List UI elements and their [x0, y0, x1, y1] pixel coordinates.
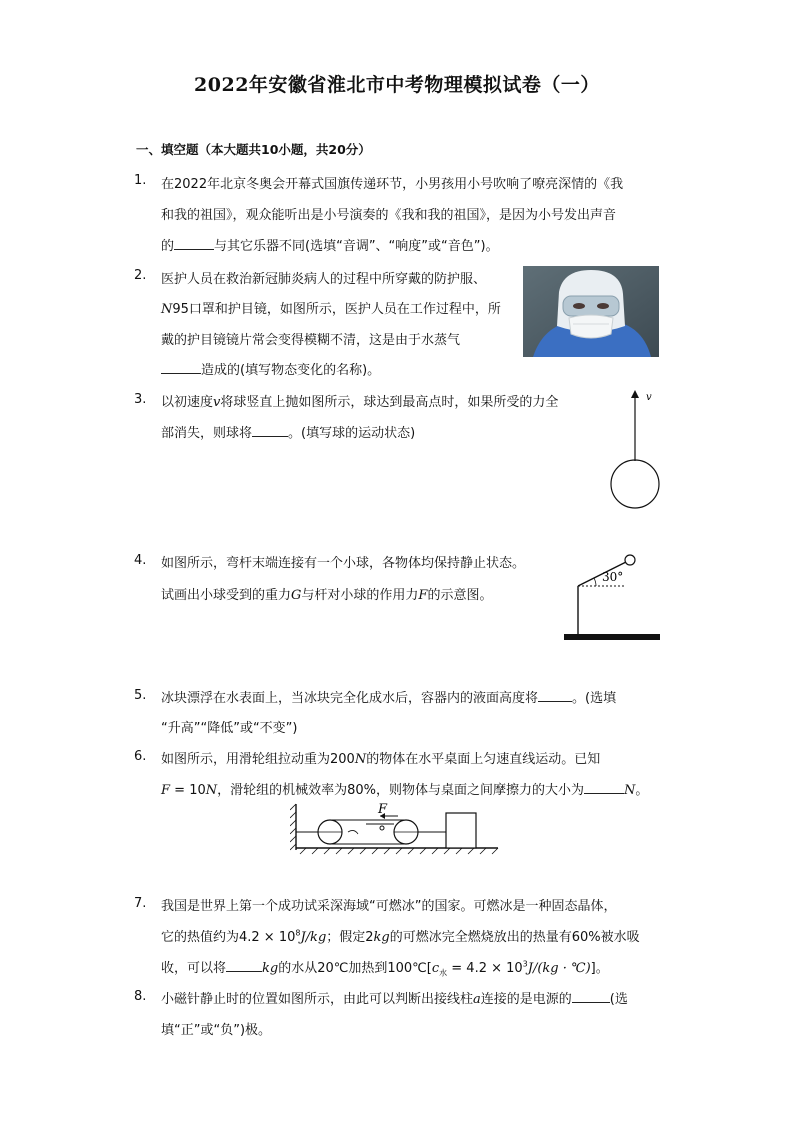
text-segment: 将球竖直上抛如图所示，球达到最高点时，如果所受的力全 — [220, 395, 559, 410]
question-number: 6. — [134, 749, 147, 764]
variable: N — [161, 302, 173, 317]
text-segment: 。(选填 — [572, 691, 617, 706]
question-number: 7. — [134, 896, 147, 911]
ball-upward-velocity-figure — [600, 385, 670, 513]
exam-title: 2022年安徽省淮北市中考物理模拟试卷（一） — [194, 74, 600, 96]
question-text-line: 和我的祖国》，观众能听出是小号演奏的《我和我的祖国》，是因为小号发出声音 — [161, 208, 617, 223]
question-number: 8. — [134, 989, 147, 1004]
text-segment: 以初速度 — [161, 395, 214, 410]
text-segment: 冰块漂浮在水表面上，当冰块完全化成水后，容器内的液面高度将 — [161, 691, 539, 706]
question-text-line — [161, 391, 558, 410]
unit: kg — [262, 961, 279, 976]
unit: J/(kg · ℃) — [527, 961, 591, 976]
answer-blank[interactable] — [226, 958, 262, 972]
medical-worker-photo — [523, 266, 659, 357]
question-text-line — [161, 779, 648, 798]
question-text-line: 如图所示，弯杆末端连接有一个小球，各物体均保持静止状态。 — [161, 556, 526, 571]
question-number: 1. — [134, 173, 147, 188]
text-segment: ；假定2 — [326, 930, 374, 945]
variable: G — [291, 588, 302, 603]
answer-blank[interactable] — [584, 780, 624, 794]
question-text-line — [161, 748, 600, 767]
text-segment: (选 — [609, 992, 628, 1007]
question-text-line — [161, 422, 415, 441]
question-text-line — [161, 359, 380, 378]
text-segment: ，滑轮组的机械效率为80%，则物体与桌面之间摩擦力的大小为 — [217, 783, 585, 798]
text-segment: 连接的是电源的 — [480, 992, 572, 1007]
answer-blank[interactable] — [572, 989, 610, 1003]
variable: c — [431, 961, 440, 976]
text-segment: 如图所示，用滑轮组拉动重为200 — [161, 752, 355, 767]
variable: a — [473, 992, 481, 1007]
question-text-line — [161, 235, 499, 254]
question-text-line — [161, 687, 616, 706]
answer-blank[interactable] — [252, 423, 288, 437]
question-number: 5. — [134, 688, 147, 703]
variable: N — [624, 783, 636, 798]
exponent: 8 — [295, 928, 301, 938]
text-segment: 部消失，则球将 — [161, 426, 253, 441]
question-number: 4. — [134, 553, 147, 568]
text-segment: 的可燃冰完全燃烧放出的热量有60%被水吸 — [389, 930, 640, 945]
text-segment: = 10 — [170, 783, 206, 798]
text-segment: 。(填写球的运动状态) — [288, 426, 416, 441]
section-heading: 一、填空题（本大题共10小题，共20分） — [136, 142, 371, 157]
question-number: 2. — [134, 268, 147, 283]
text-segment: ]。 — [590, 961, 609, 976]
variable: v — [213, 395, 221, 410]
text-segment: 的水从20℃加热到100℃[ — [278, 961, 432, 976]
exponent: 3 — [522, 959, 528, 969]
question-text-line: 戴的护目镜镜片常会变得模糊不清，这是由于水蒸气 — [161, 333, 461, 348]
answer-blank[interactable] — [538, 688, 572, 702]
question-text-line: “升高”“降低”或“不变”) — [161, 721, 298, 736]
text-segment: 95口罩和护目镜，如图所示，医护人员在工作过程中，所 — [172, 302, 501, 317]
text-segment: 它的热值约为4.2 × 10 — [161, 930, 296, 945]
text-segment: 的物体在水平桌面上匀速直线运动。已知 — [366, 752, 601, 767]
question-text-line — [161, 584, 492, 603]
text-segment: 收，可以将 — [161, 961, 227, 976]
variable: N — [354, 752, 367, 767]
question-text-line: 我国是世界上第一个成功试采深海域“可燃冰”的国家。可燃冰是一种固态晶体， — [161, 899, 617, 914]
variable: F — [418, 588, 428, 603]
text-segment: = 4.2 × 10 — [447, 961, 523, 976]
unit: kg — [373, 930, 390, 945]
text-segment: 的 — [161, 239, 175, 254]
text-segment: 试画出小球受到的重力 — [161, 588, 292, 603]
text-segment: 造成的(填写物态变化的名称)。 — [201, 363, 381, 378]
angle-label: 30° — [602, 570, 624, 584]
force-label: F — [378, 802, 388, 817]
question-text-line: 医护人员在救治新冠肺炎病人的过程中所穿戴的防护服、 — [161, 272, 487, 287]
variable: N — [205, 783, 218, 798]
question-text-line — [161, 298, 501, 317]
velocity-label: v — [646, 392, 652, 403]
text-segment: 与其它乐器不同(选填“音调”、“响度”或“音色”)。 — [214, 239, 499, 254]
question-text-line — [161, 957, 609, 979]
question-text-line — [161, 988, 628, 1007]
text-segment: 的示意图。 — [427, 588, 493, 603]
answer-blank[interactable] — [161, 360, 201, 374]
subscript: 水 — [439, 968, 448, 978]
text-segment: 与杆对小球的作用力 — [301, 588, 419, 603]
unit: J/kg — [300, 930, 327, 945]
question-text-line: 在2022年北京冬奥会开幕式国旗传递环节，小男孩用小号吹响了嘹亮深情的《我 — [161, 177, 624, 192]
answer-blank[interactable] — [174, 236, 214, 250]
question-number: 3. — [134, 392, 147, 407]
text-segment: 小磁针静止时的位置如图所示，由此可以判断出接线柱 — [161, 992, 474, 1007]
question-text-line: 填“正”或“负”)极。 — [161, 1023, 272, 1038]
question-text-line — [161, 926, 640, 945]
pulley-system-figure — [290, 802, 502, 856]
bent-rod-ball-figure — [560, 548, 664, 644]
variable: F — [161, 783, 171, 798]
text-segment: 。 — [635, 783, 649, 798]
